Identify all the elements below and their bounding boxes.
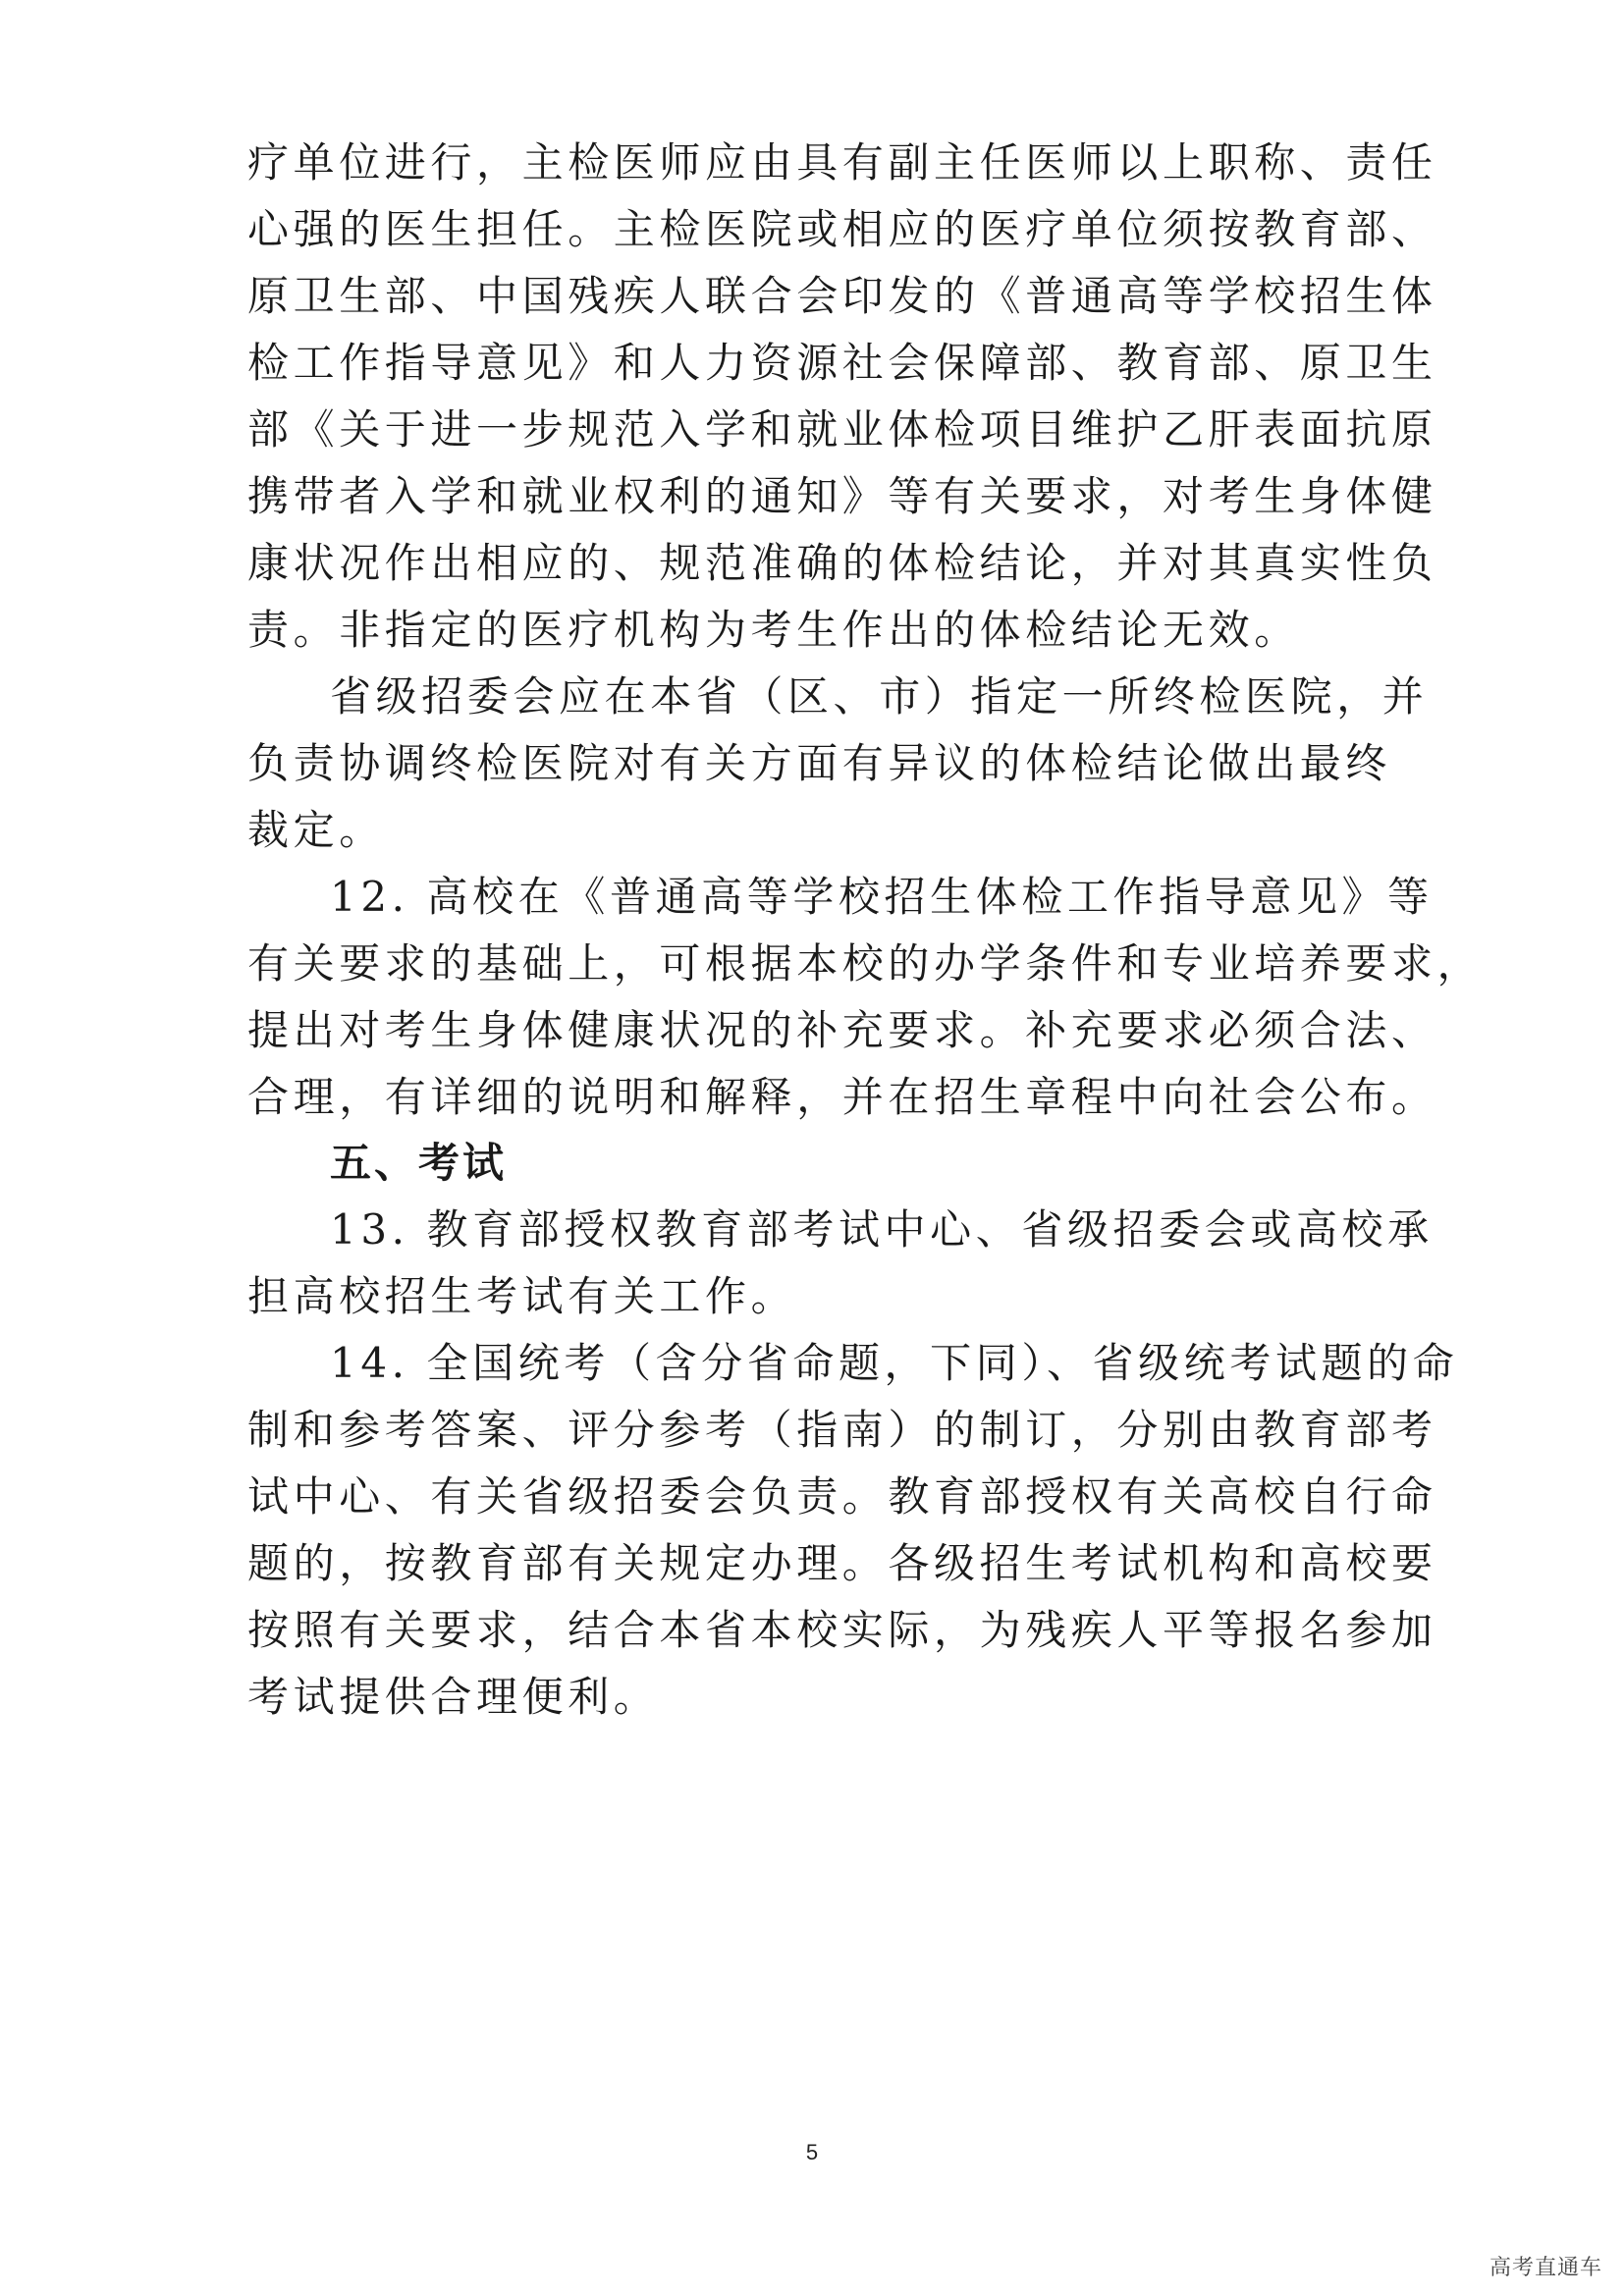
text-line: 检工作指导意见》和人力资源社会保障部、教育部、原卫生 bbox=[247, 339, 1437, 387]
text-line: 制和参考答案、评分参考（指南）的制订，分别由教育部考 bbox=[247, 1406, 1437, 1454]
page-number: 5 bbox=[805, 2140, 819, 2164]
text-line: 原卫生部、中国残疾人联合会印发的《普通高等学校招生体 bbox=[247, 272, 1437, 320]
text-line: 按照有关要求，结合本省本校实际，为残疾人平等报名参加 bbox=[247, 1606, 1437, 1654]
text-line: 试中心、有关省级招委会负责。教育部授权有关高校自行命 bbox=[247, 1472, 1437, 1521]
text-line: 疗单位进行，主检医师应由具有副主任医师以上职称、责任 bbox=[247, 138, 1437, 187]
text-line: 省级招委会应在本省（区、市）指定一所终检医院，并 bbox=[330, 672, 1429, 721]
text-line: 有关要求的基础上，可根据本校的办学条件和专业培养要求， bbox=[247, 939, 1484, 988]
text-line: 12. 高校在《普通高等学校招生体检工作指导意见》等 bbox=[330, 873, 1434, 921]
text-line: 携带者入学和就业权利的通知》等有关要求，对考生身体健 bbox=[247, 472, 1437, 520]
text-line: 题的，按教育部有关规定办理。各级招生考试机构和高校要 bbox=[247, 1539, 1437, 1587]
text-line: 心强的医生担任。主检医院或相应的医疗单位须按教育部、 bbox=[247, 205, 1437, 253]
text-line: 裁定。 bbox=[247, 806, 385, 854]
text-line: 合理，有详细的说明和解释，并在招生章程中向社会公布。 bbox=[247, 1073, 1437, 1121]
text-line: 康状况作出相应的、规范准确的体检结论，并对其真实性负 bbox=[247, 539, 1437, 587]
text-line: 担高校招生考试有关工作。 bbox=[247, 1272, 797, 1320]
text-line: 13. 教育部授权教育部考试中心、省级招委会或高校承 bbox=[330, 1205, 1434, 1254]
text-line: 考试提供合理便利。 bbox=[247, 1673, 660, 1721]
text-line: 提出对考生身体健康状况的补充要求。补充要求必须合法、 bbox=[247, 1006, 1437, 1054]
text-line: 14. 全国统考（含分省命题，下同）、省级统考试题的命 bbox=[330, 1339, 1459, 1387]
text-line: 部《关于进一步规范入学和就业体检项目维护乙肝表面抗原 bbox=[247, 405, 1437, 454]
section-heading: 五、考试 bbox=[330, 1139, 508, 1187]
text-line: 负责协调终检医院对有关方面有异议的体检结论做出最终 bbox=[247, 739, 1392, 787]
watermark: 高考直通车 bbox=[1489, 2256, 1602, 2280]
text-line: 责。非指定的医疗机构为考生作出的体检结论无效。 bbox=[247, 606, 1300, 654]
